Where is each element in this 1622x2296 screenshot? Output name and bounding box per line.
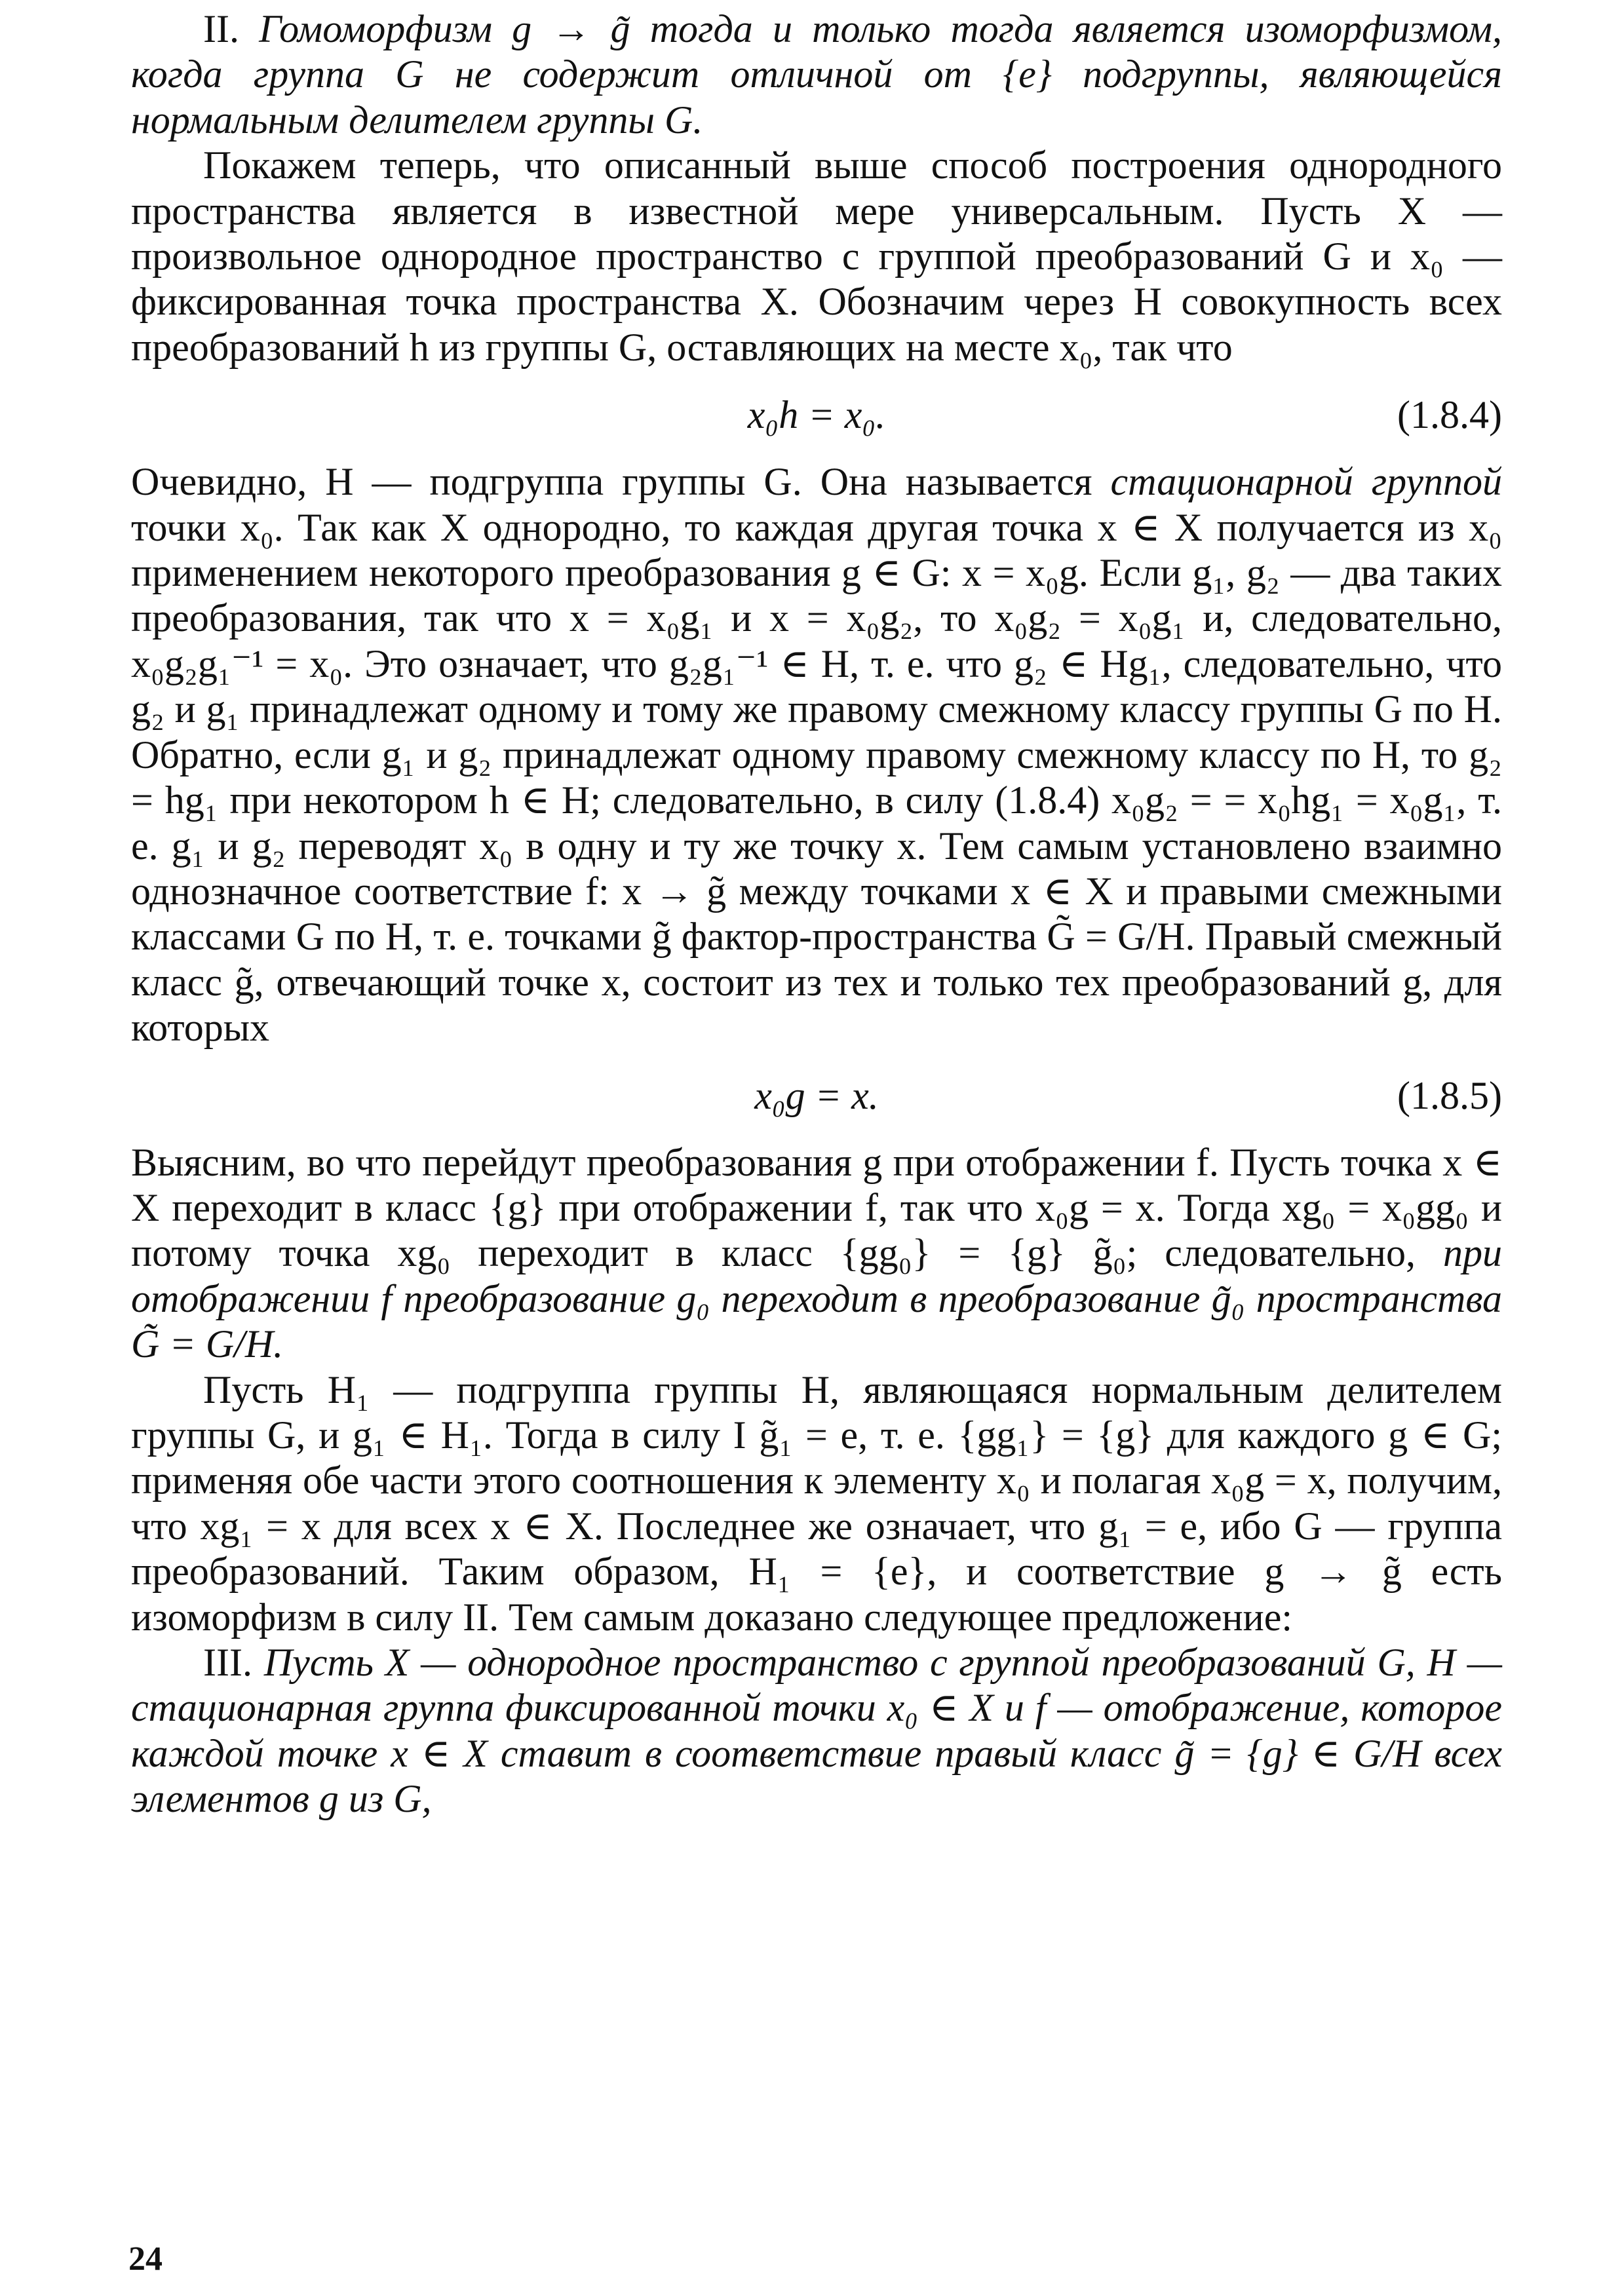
- equation-1-8-4-formula: x₀h = x₀.: [747, 393, 886, 437]
- paragraph-stationary-group-text-b: точки x₀. Так как X однородно, то каждая другая точка x ∈ X получается из x₀ применением некоторого преобразования g ∈ G: x = x₀g. Если g₁, g₂ — два таких преобразования, так что x = x₀g₁ и x = x₀g₂, то x₀g₂ = x₀g₁ и, следовательно, x₀g₂g₁⁻¹ = x₀. Это означает, что g₂g₁⁻¹ ∈ H, т. е. что g₂ ∈ Hg₁, следовательно, что g₂ и g₁ принадлежат одному и тому же правому смежному классу группы G по H. Обратно, если g₁ и g₂ принадлежат одному правому смежному классу по H, то g₂ = hg₁ при некотором h ∈ H; следовательно, в силу (1.8.4) x₀g₂ = = x₀hg₁ = x₀g₁, т. е. g₁ и g₂ переводят x₀ в одну и ту же точку x. Тем самым установлено взаимно однозначное соответствие f: x → g̃ между точками x ∈ X и правыми смежными классами G по H, т. е. точками g̃ фактор-пространства G̃ = G/H. Правый смежный класс g̃, отвечающий точке x, состоит из тех и только тех преобразований g, для которых: [131, 505, 1502, 1050]
- paragraph-mapping-text: Выясним, во что перейдут преобразования g при отображении f. Пусть точка x ∈ X переходит в класс {g} при отображении f, так что x₀g = x. Тогда xg₀ = x₀gg₀ и потому точка xg₀ переходит в класс {gg₀} = {g} g̃₀; следовательно,: [131, 1140, 1502, 1275]
- paragraph-stationary-group-text-a: Очевидно, H — подгруппа группы G. Она называется: [131, 460, 1111, 504]
- page-body: [131, 7, 1502, 1822]
- equation-1-8-4-number: (1.8.4): [1397, 393, 1502, 437]
- proposition-iii-label: III.: [203, 1641, 252, 1684]
- paragraph-isomorphism-proof: Пусть H₁ — подгруппа группы H, являющаяся нормальным делителем группы G, и g₁ ∈ H₁. Тогда в силу I g̃₁ = e, т. е. {gg₁} = {g} для каждого g ∈ G; применяя обе части этого соотношения к элементу x₀ и полагая x₀g = x, получим, что xg₁ = x для всех x ∈ X. Последнее же означает, что g₁ = e, ибо G — группа преобразований. Таким образом, H₁ = {e}, и соответствие g → g̃ есть изоморфизм в силу II. Тем самым доказано следующее предложение:: [131, 1368, 1502, 1639]
- term-stationary-group: стационарной группой: [1110, 460, 1502, 504]
- paragraph-construction: Покажем теперь, что описанный выше способ построения однородного пространства является в известной мере универсальным. Пусть X — произвольное однородное пространство с группой преобразований G и x₀ — фиксированная точка пространства X. Обозначим через H совокупность всех преобразований h из группы G, оставляющих на месте x₀, так что: [131, 144, 1502, 369]
- page-number: 24: [128, 2240, 163, 2278]
- equation-1-8-5: [131, 1051, 1502, 1140]
- paragraph-stationary-group: [131, 459, 1502, 1050]
- proposition-iii: [131, 1640, 1502, 1822]
- proposition-ii-text: Гомоморфизм g → g̃ тогда и только тогда является изоморфизмом, когда группа G не содержит отличной от {e} подгруппы, являющейся нормальным делителем группы G.: [131, 7, 1503, 142]
- equation-1-8-4: [131, 370, 1502, 459]
- proposition-iii-text: Пусть X — однородное пространство с группой преобразований G, H — стационарная группа фиксированной точки x₀ ∈ X и f — отображение, которое каждой точке x ∈ X ставит в соответствие правый класс g̃ = {g} ∈ G/H всех элементов g из G,: [131, 1641, 1503, 1821]
- paragraph-mapping-emphasis: при отображении f преобразование g₀ переходит в преобразование g̃₀ пространства G̃ = G/H.: [131, 1231, 1502, 1366]
- equation-1-8-5-formula: x₀g = x.: [754, 1073, 879, 1117]
- paragraph-mapping: [131, 1140, 1502, 1368]
- proposition-ii-label: II.: [203, 7, 239, 50]
- proposition-ii: [131, 7, 1502, 143]
- equation-1-8-5-number: (1.8.5): [1397, 1073, 1502, 1117]
